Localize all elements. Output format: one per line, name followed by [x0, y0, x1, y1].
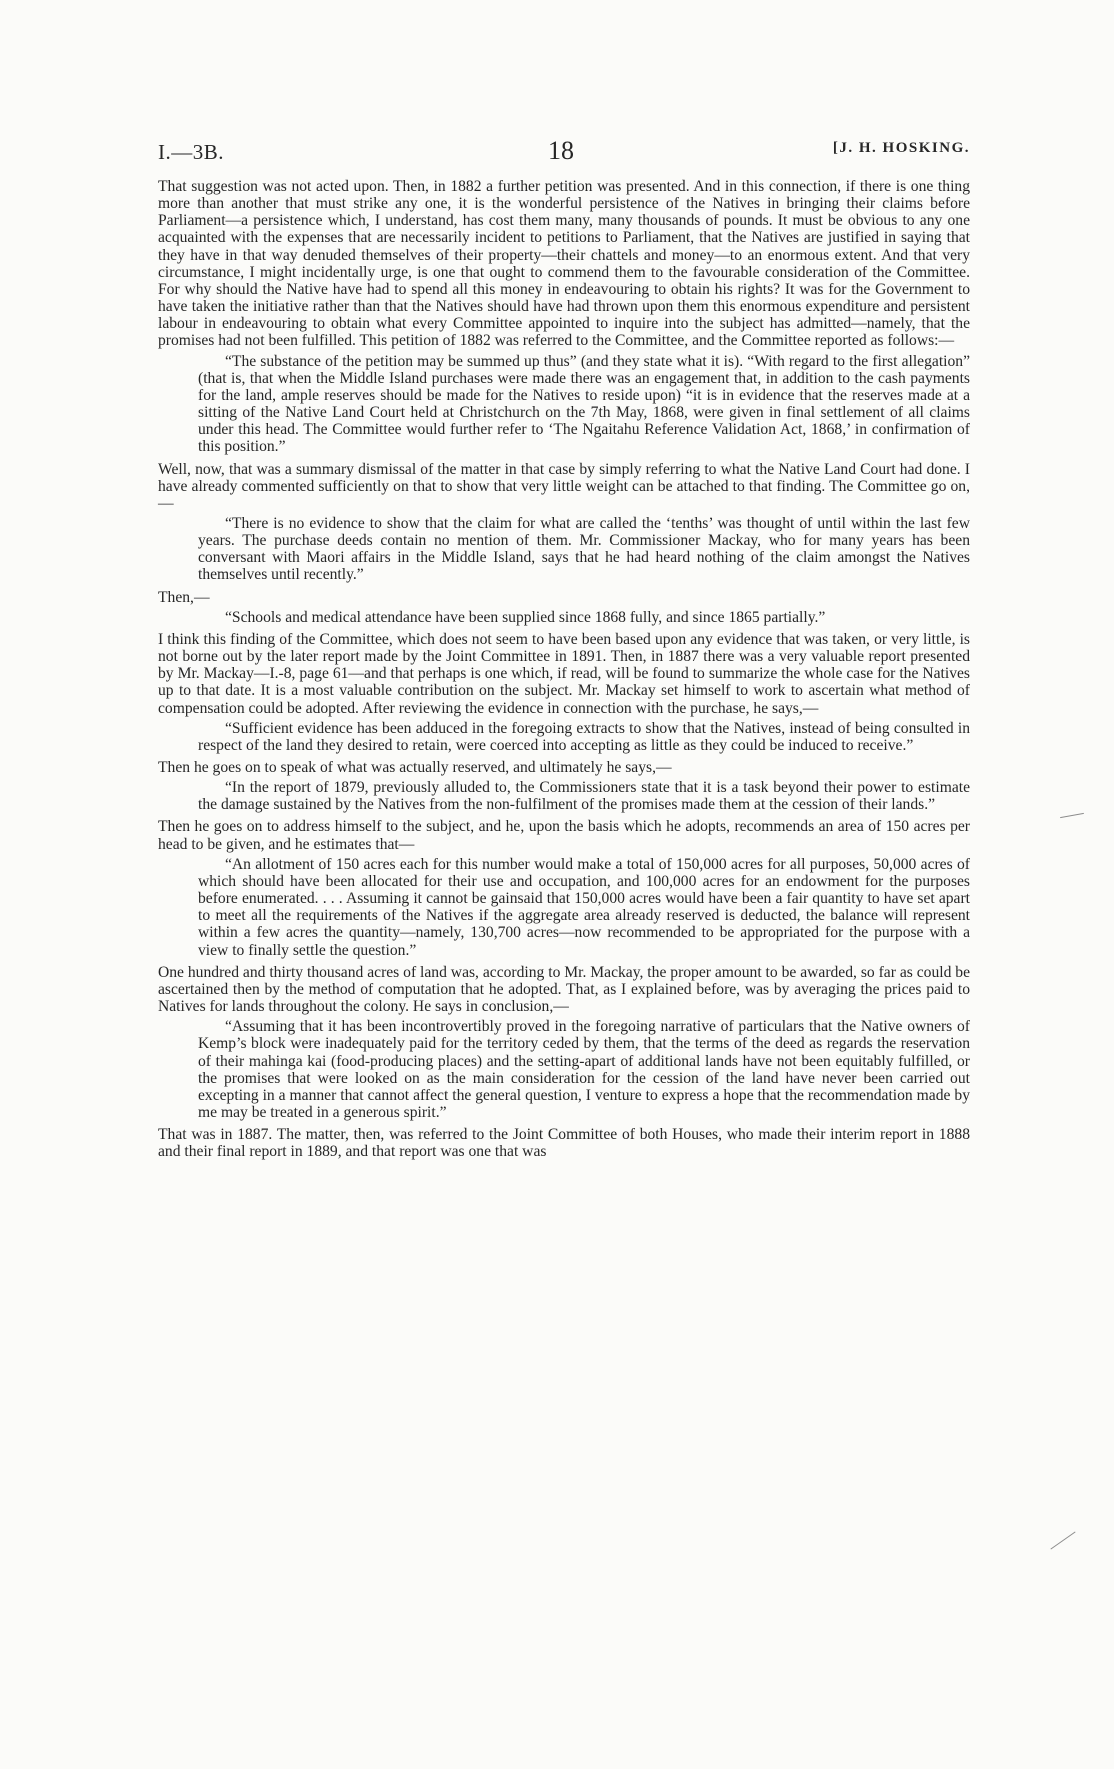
- quoted-passage: “Schools and medical attendance have been supplied since 1868 fully, and since 1865 partially.”: [225, 608, 826, 626]
- body-paragraph: Well, now, that was a summary dismissal of the matter in that case by simply referring to what the Native Land Court had done. I have already commented sufficiently on that to show that very little weight can be attached to that finding. The Committee go on,—: [158, 460, 970, 512]
- body-paragraph: Then,—: [158, 588, 210, 606]
- body-paragraph: I think this finding of the Committee, which does not seem to have been based upon any evidence that was taken, or very little, is not borne out by the later report made by the Joint Committee in 1891. Then, in 1887 there was a very valuable report presented by Mr. Mackay—I.-8, page 61—and that perhaps is one which, if read, will be found to summarize the whole case for the Natives up to that date. It is a most valuable contribution on the subject. Mr. Mackay set himself to work to ascertain what method of compensation could be adopted. After reviewing the evidence in connection with the purchase, he says,—: [158, 630, 970, 717]
- quoted-passage: “An allotment of 150 acres each for this number would make a total of 150,000 acres for all purposes, 50,000 acres of which should have been allocated for their use and occupation, and 100,000 acres for an endowment for the purposes before enumerated. . . . Assuming it cannot be gainsaid that 150,000 acres would have been a fair quantity to have set apart to meet all the requirements of the Natives if the aggregate area already reserved is deducted, the balance will represent within a few acres the quantity—namely, 130,700 acres—now recommended to be appropriated for the purpose with a view to finally settle the question.”: [198, 855, 970, 959]
- document-page: [158, 136, 970, 1160]
- speaker-name: [J. H. HOSKING.: [832, 140, 970, 156]
- body-paragraph: Then he goes on to address himself to the subject, and he, upon the basis which he adopts, recommends an area of 150 acres per head to be given, and he estimates that—: [158, 818, 970, 853]
- body-paragraph: That suggestion was not acted upon. Then, in 1882 a further petition was presented. And in this connection, if there is one thing more than another that must strike any one, it is the wonderful persistence of the Natives in bringing their claims before Parliament—a persistence which, I understand, has cost them many, many thousands of pounds. It must be obvious to any one acquainted with the expenses that are necessarily incident to petitions to Parliament, that the Natives are justified in saying that they have in that way denuded themselves of their property—their chattels and money—to an enormous extent. And that very circumstance, I might incidentally urge, is one that ought to commend them to the favourable consideration of the Committee. For why should the Native have had to spend all this money in endeavouring to obtain his rights? It was for the Government to have taken the initiative rather than that the Natives should have had thrown upon them this enormous expenditure and persistent labour in endeavouring to obtain what every Committee appointed to inquire into the subject has admitted—namely, that the promises had not been fulfilled. This petition of 1882 was referred to the Committee, and the Committee reported as follows:—: [158, 178, 970, 350]
- margin-mark: [1050, 1531, 1075, 1549]
- page-header: [158, 136, 970, 170]
- page-number: 18: [548, 136, 574, 165]
- body-paragraph: That was in 1887. The matter, then, was referred to the Joint Committee of both Houses, who made their interim report in 1888 and their final report in 1889, and that report was one that was: [158, 1126, 970, 1161]
- quoted-passage: “There is no evidence to show that the claim for what are called the ‘tenths’ was thought of until within the last few years. The purchase deeds contain no mention of them. Mr. Commissioner Mackay, who for many years has been conversant with Maori affairs in the Middle Island, says that he had heard nothing of the claim amongst the Natives themselves until recently.”: [198, 514, 970, 584]
- paper-reference: I.—3B.: [158, 140, 224, 164]
- quoted-passage: “Sufficient evidence has been adduced in the foregoing extracts to show that the Natives, instead of being consulted in respect of the land they desired to retain, were coerced into accepting as little as they could be induced to receive.”: [198, 719, 970, 754]
- quoted-passage: “Assuming that it has been incontrovertibly proved in the foregoing narrative of particulars that the Native owners of Kemp’s block were inadequately paid for the territory ceded by them, that the terms of the deed as regards the reservation of their mahinga kai (food-producing places) and the setting-apart of additional lands have not been equitably fulfilled, or the promises that were looked on as the main consideration for the cession of the land have never been carried out excepting in a manner that cannot affect the general question, I venture to express a hope that the recommendation made by me may be treated in a generous spirit.”: [198, 1018, 970, 1121]
- quoted-passage: “The substance of the petition may be summed up thus” (and they state what it is). “With regard to the first allegation” (that is, that when the Middle Island purchases were made there was an engagement that, in addition to the cash payments for the land, ample reserves should be made for the Natives to reside upon) “it is in evidence that the reserves made at a sitting of the Native Land Court held at Christchurch on the 7th May, 1868, were given in final settlement of all claims under this head. The Committee would further refer to ‘The Ngaitahu Reference Validation Act, 1868,’ in confirmation of this position.”: [198, 352, 970, 456]
- margin-mark: [1060, 813, 1084, 818]
- body-paragraph: Then he goes on to speak of what was actually reserved, and ultimately he says,—: [158, 759, 672, 776]
- quoted-passage: “In the report of 1879, previously alluded to, the Commissioners state that it is a task beyond their power to estimate the damage sustained by the Natives from the non-fulfilment of the promises made them at the cession of their lands.”: [198, 779, 970, 814]
- body-paragraph: One hundred and thirty thousand acres of land was, according to Mr. Mackay, the proper amount to be awarded, so far as could be ascertained then by the method of computation that he adopted. That, as I explained before, was by averaging the prices paid to Natives for lands throughout the colony. He says in conclusion,—: [158, 963, 970, 1016]
- document-body: [158, 178, 970, 1160]
